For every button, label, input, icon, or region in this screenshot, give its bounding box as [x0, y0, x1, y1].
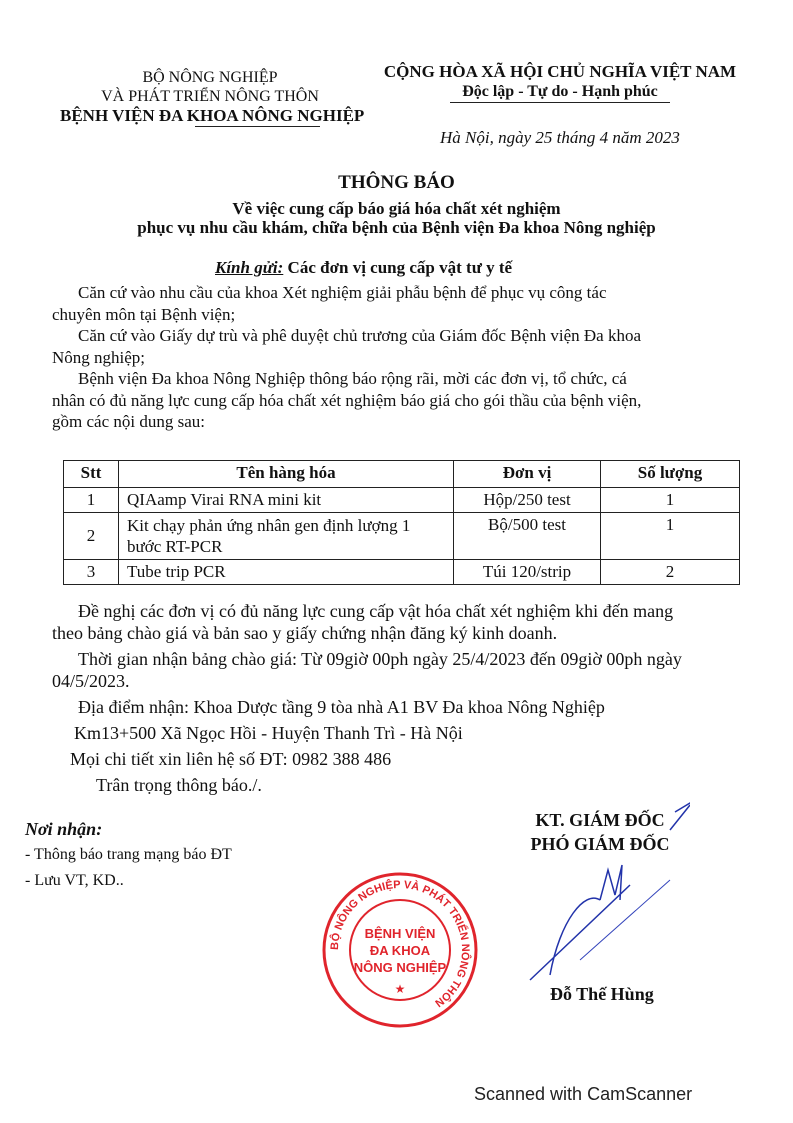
paragraph-line: Địa điểm nhận: Khoa Dược tầng 9 tòa nhà A1 BV Đa khoa Nông Nghiệp [78, 697, 605, 717]
paragraph-line: gồm các nội dung sau: [52, 412, 205, 431]
paragraph-line: nhân có đủ năng lực cung cấp hóa chất xét nghiệm báo giá cho gói thầu của bệnh viện, [52, 390, 642, 410]
hospital-name: BỆNH VIỆN ĐA KHOA NÔNG NGHIỆP [60, 106, 365, 125]
closing-paragraphs [52, 600, 682, 796]
signature-title2: PHÓ GIÁM ĐỐC [530, 834, 670, 854]
table-row [64, 513, 740, 560]
handwritten-signature [490, 800, 690, 990]
cell-qty: 2 [601, 560, 740, 585]
greeting-label: Kính gửi: [215, 258, 284, 277]
hospital-stamp [320, 870, 480, 1030]
stamp-star-icon: ★ [394, 982, 406, 996]
greeting [215, 258, 512, 278]
stamp-ring-text: BỘ NÔNG NGHIỆP VÀ PHÁT TRIỂN NÔNG THÔN [328, 878, 472, 1010]
paragraph-line: Trân trọng thông báo./. [96, 775, 262, 795]
stamp-text: BỆNH VIỆN [364, 926, 436, 941]
paragraph-line: Căn cứ vào nhu cầu của khoa Xét nghiệm giải phẫu bệnh để phục vụ công tác [78, 283, 607, 302]
cell-unit: Bộ/500 test [454, 513, 601, 560]
cell-unit: Túi 120/strip [454, 560, 601, 585]
paragraph-line: chuyên môn tại Bệnh viện; [52, 304, 236, 324]
signature-title1: KT. GIÁM ĐỐC [535, 810, 665, 830]
cell-stt: 3 [64, 560, 119, 585]
motto-underline [450, 102, 670, 103]
motto: Độc lập - Tự do - Hạnh phúc [462, 83, 658, 100]
date: Hà Nội, ngày 25 tháng 4 năm 2023 [440, 128, 680, 147]
paragraph-line: Thời gian nhận bảng chào giá: Từ 09giờ 00ph ngày 25/4/2023 đến 09giờ 00ph ngày [78, 649, 682, 669]
cell-stt: 1 [64, 488, 119, 513]
camscanner-watermark: Scanned with CamScanner [474, 1084, 693, 1104]
header-left-underline [195, 126, 320, 127]
paragraph-line: Mọi chi tiết xin liên hệ số ĐT: 0982 388 486 [70, 749, 392, 769]
paragraph-line: 04/5/2023. [52, 671, 130, 691]
cell-name: QIAamp Virai RNA mini kit [119, 488, 454, 513]
stamp-text: ĐA KHOA [369, 943, 431, 958]
paragraph-line: theo bảng chào giá và bản sao y giấy chứng nhận đăng ký kinh doanh. [52, 623, 558, 643]
table-row [64, 488, 740, 513]
header-stt: Stt [64, 461, 119, 488]
cell-name: Kit chạy phản ứng nhân gen định lượng 1 bước RT-PCR [119, 513, 454, 560]
recipients-label: Nơi nhận: [25, 819, 103, 839]
stamp-text: NÔNG NGHIỆP [353, 960, 447, 975]
cell-qty: 1 [601, 488, 740, 513]
subtitle-line1: Về việc cung cấp báo giá hóa chất xét nghiệm [232, 199, 561, 218]
recipient-item: - Lưu VT, KD.. [25, 872, 124, 889]
cell-unit: Hộp/250 test [454, 488, 601, 513]
greeting-text: Các đơn vị cung cấp vật tư y tế [283, 258, 513, 277]
paragraph-line: Đề nghị các đơn vị có đủ năng lực cung cấp vật hóa chất xét nghiệm khi đến mang [78, 601, 674, 621]
ministry-line1: BỘ NÔNG NGHIỆP [142, 69, 278, 86]
signer-name: Đỗ Thế Hùng [550, 984, 654, 1004]
recipient-item: - Thông báo trang mạng báo ĐT [25, 846, 232, 863]
header-left [60, 68, 365, 127]
paragraph-line: Căn cứ vào Giấy dự trù và phê duyệt chủ trương của Giám đốc Bệnh viện Đa khoa [78, 326, 642, 345]
paragraph-line: Bệnh viện Đa khoa Nông Nghiệp thông báo rộng rãi, mời các đơn vị, tổ chức, cá [78, 369, 627, 388]
header-qty: Số lượng [601, 461, 740, 488]
cell-qty: 1 [601, 513, 740, 560]
cell-stt: 2 [64, 513, 119, 560]
paragraph-line: Nông nghiệp; [52, 347, 146, 367]
ministry-line2: VÀ PHÁT TRIỂN NÔNG THÔN [101, 88, 319, 105]
header-name: Tên hàng hóa [119, 461, 454, 488]
header-unit: Đơn vị [454, 461, 601, 488]
paragraph-line: Km13+500 Xã Ngọc Hồi - Huyện Thanh Trì - Hà Nội [74, 723, 463, 743]
cell-name: Tube trip PCR [119, 560, 454, 585]
document-title: THÔNG BÁO [338, 172, 455, 193]
subtitle-line2: phục vụ nhu cầu khám, chữa bệnh của Bệnh viện Đa khoa Nông nghiệp [137, 218, 656, 237]
country-name: CỘNG HÒA XÃ HỘI CHỦ NGHĨA VIỆT NAM [383, 62, 737, 81]
items-table [63, 460, 740, 585]
table-header-row [64, 461, 740, 488]
header-right [370, 62, 750, 103]
body-paragraphs [52, 282, 641, 433]
recipients [25, 816, 232, 894]
table-row [64, 560, 740, 585]
